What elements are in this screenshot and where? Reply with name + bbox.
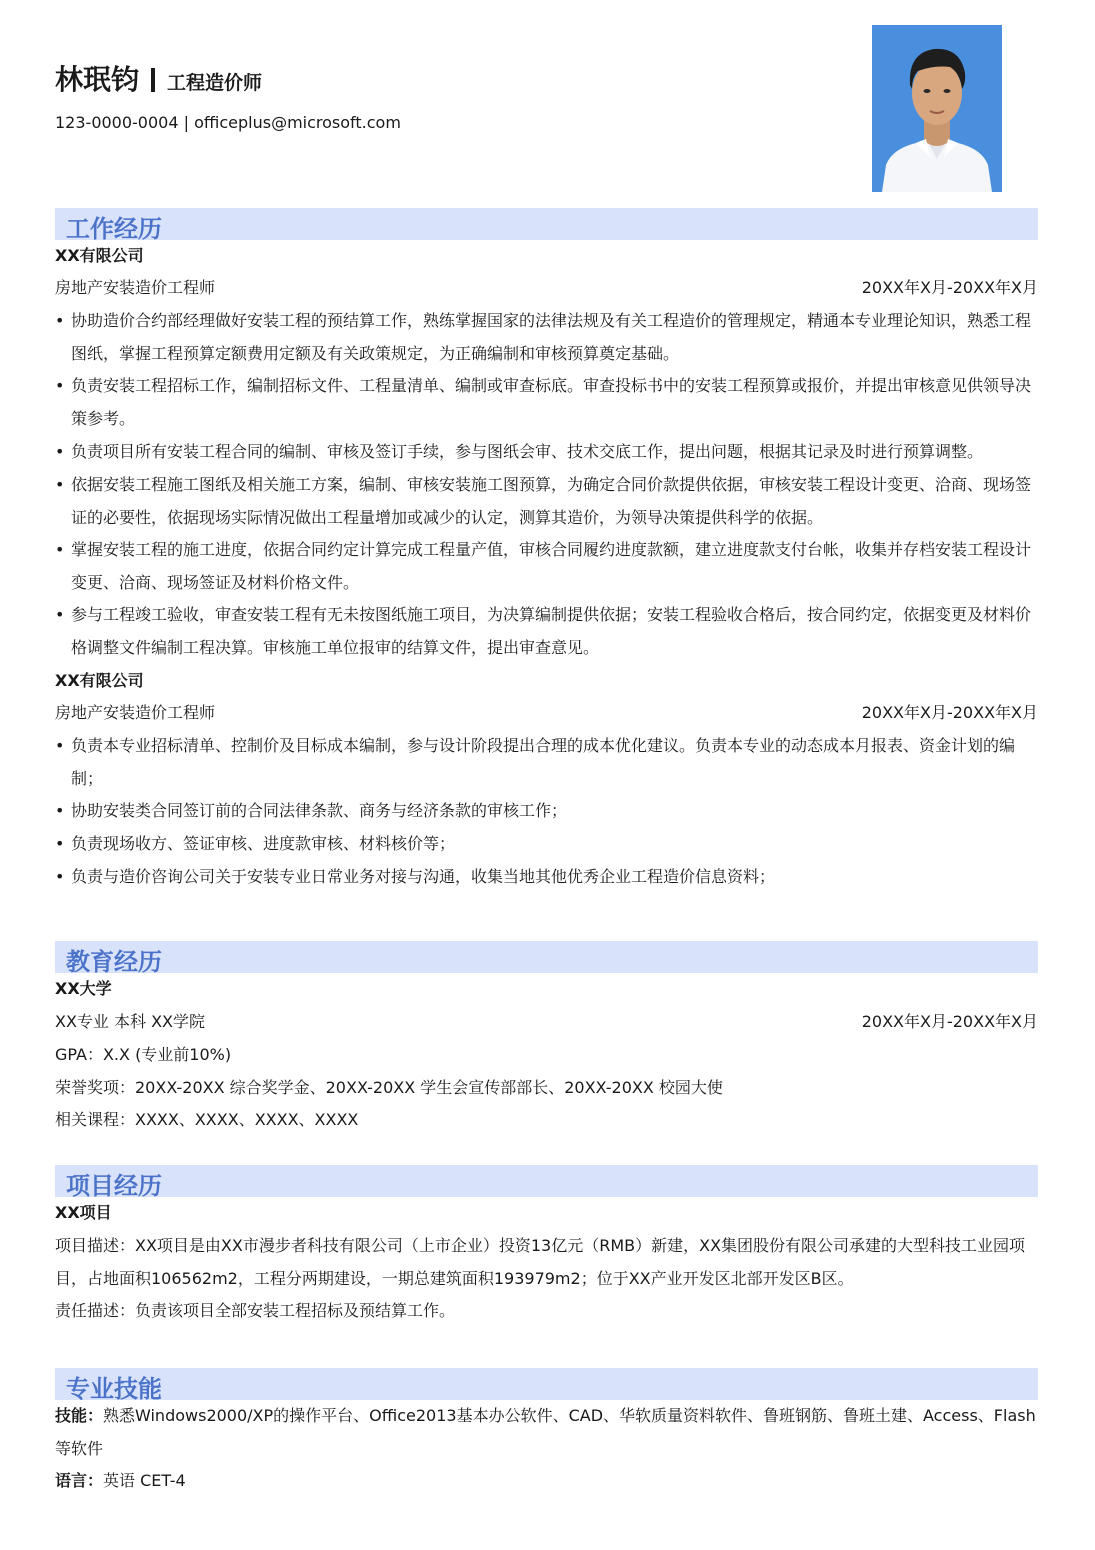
work-2-bullet: • 负责本专业招标清单、控制价及目标成本编制，参与设计阶段提出合理的成本优化建议。负责本专业的动态成本月报表、资金计划的编制； [55, 729, 1038, 795]
section-header-project [55, 1165, 1038, 1200]
bullet-dot: • [55, 376, 65, 395]
project-description: 项目描述：XX项目是由XX市漫步者科技有限公司（上市企业）投资13亿元（RMB）新建，XX集团股份有限公司承建的大型科技工业园项目，占地面积106562m2，工程分两期建设，一期总建筑面积193979m2；位于XX产业开发区北部开发区B区。 [55, 1236, 1026, 1288]
bullet-dot: • [55, 311, 65, 330]
work-1-bullet: • 负责安装工程招标工作，编制招标文件、工程量清单、编制或审查标底。审查投标书中的安装工程预算或报价，并提出审核意见供领导决策参考。 [55, 369, 1038, 435]
bullet-dot: • [55, 540, 65, 559]
work-2-role: 房地产安装造价工程师 [55, 703, 216, 722]
work-2-date: 20XX年X月-20XX年X月 [861, 703, 1038, 722]
language-label: 语言： [55, 1471, 104, 1490]
work-1-bullet: • 依据安装工程施工图纸及相关施工方案，编制、审核安装施工图预算，为确定合同价款提供依据，审核安装工程设计变更、洽商、现场签证的必要性，依据现场实际情况做出工程量增加或减少的认定，测算其造价，为领导决策提供科学的依据。 [55, 468, 1038, 534]
section-title-education: 教育经历 [66, 948, 162, 976]
work-1-bullet: • 负责项目所有安装工程合同的编制、审核及签订手续，参与图纸会审、技术交底工作，提出问题，根据其记录及时进行预算调整。 [55, 435, 1038, 468]
work-2-bullet: • 协助安装类合同签订前的合同法律条款、商务与经济条款的审核工作； [55, 794, 1038, 827]
project-name: XX项目 [55, 1203, 112, 1222]
work-1-role: 房地产安装造价工程师 [55, 278, 216, 297]
language-line [55, 1470, 186, 1492]
section-title-work: 工作经历 [66, 215, 162, 243]
education-major: XX专业 本科 XX学院 [55, 1012, 206, 1031]
header [55, 58, 262, 102]
person-portrait-icon [872, 25, 1002, 192]
job-title: 工程造价师 [167, 72, 263, 94]
section-header-education [55, 941, 1038, 976]
education-gpa: GPA：X.X (专业前10%) [55, 1045, 232, 1064]
bullet-dot: • [55, 736, 65, 755]
work-1-bullet: • 参与工程竣工验收，审查安装工程有无未按图纸施工项目，为决算编制提供依据；安装工程验收合格后，按合同约定，依据变更及材料价格调整文件编制工程决算。审核施工单位报审的结算文件，提出审查意见。 [55, 598, 1038, 664]
work-2-bullet: • 负责与造价咨询公司关于安装专业日常业务对接与沟通，收集当地其他优秀企业工程造价信息资料； [55, 860, 1038, 893]
skills-label: 技能： [55, 1406, 104, 1425]
language-text: 英语 CET-4 [103, 1471, 186, 1490]
title-separator [151, 68, 155, 92]
bullet-dot: • [55, 442, 65, 461]
education-courses: 相关课程：XXXX、XXXX、XXXX、XXXX [55, 1110, 359, 1129]
work-2-bullet: • 负责现场收方、签证审核、进度款审核、材料核价等； [55, 827, 1038, 860]
bullet-dot: • [55, 605, 65, 624]
education-date: 20XX年X月-20XX年X月 [861, 1012, 1038, 1031]
section-header-work [55, 208, 1038, 243]
bullet-dot: • [55, 867, 65, 886]
person-name: 林珉钧 [55, 63, 140, 96]
skills-text: 熟悉Windows2000/XP的操作平台、Office2013基本办公软件、CAD、华软质量资料软件、鲁班钢筋、鲁班土建、Access、Flash等软件 [55, 1406, 1036, 1458]
bullet-dot: • [55, 834, 65, 853]
education-honors: 荣誉奖项：20XX-20XX 综合奖学金、20XX-20XX 学生会宣传部部长、20XX-20XX 校园大使 [55, 1078, 723, 1097]
project-responsibility: 责任描述：负责该项目全部安装工程招标及预结算工作。 [55, 1301, 456, 1320]
work-1-company: XX有限公司 [55, 246, 144, 265]
section-header-skills [55, 1368, 1038, 1403]
section-title-project: 项目经历 [66, 1172, 162, 1200]
education-school: XX大学 [55, 979, 112, 998]
bullet-dot: • [55, 801, 65, 820]
work-2-company: XX有限公司 [55, 671, 144, 690]
section-title-skills: 专业技能 [66, 1375, 162, 1403]
work-1-bullet: • 掌握安装工程的施工进度，依据合同约定计算完成工程量产值，审核合同履约进度款额，建立进度款支付台帐，收集并存档安装工程设计变更、洽商、现场签证及材料价格文件。 [55, 533, 1038, 599]
skills-line [55, 1399, 1038, 1465]
bullet-dot: • [55, 475, 65, 494]
work-1-bullet: • 协助造价合约部经理做好安装工程的预结算工作，熟练掌握国家的法律法规及有关工程造价的管理规定，精通本专业理论知识，熟悉工程图纸，掌握工程预算定额费用定额及有关政策规定，为正确编制和审核预算奠定基础。 [55, 304, 1038, 370]
work-1-date: 20XX年X月-20XX年X月 [861, 278, 1038, 297]
profile-photo [872, 25, 1002, 192]
contact-info: 123-0000-0004 | officeplus@microsoft.com [55, 113, 401, 132]
